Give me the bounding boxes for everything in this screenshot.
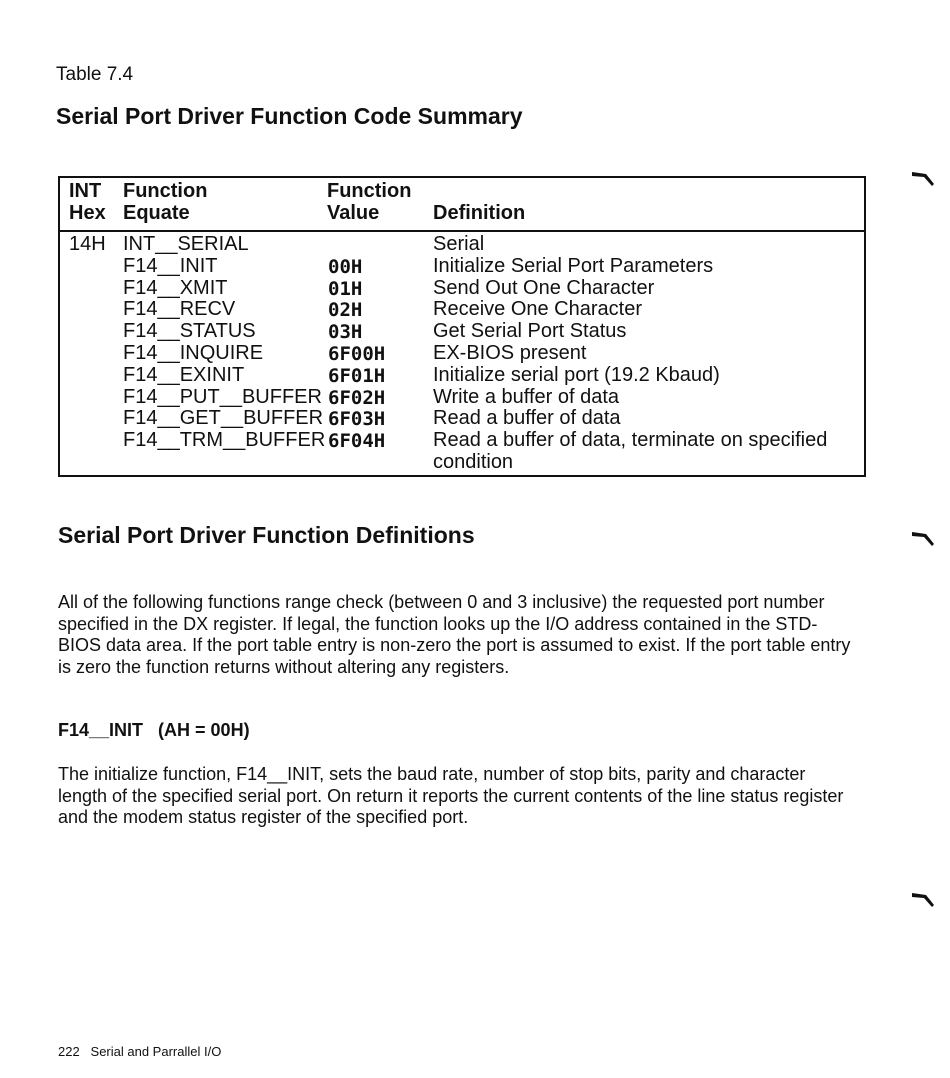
function-definition-cell: Initialize Serial Port Parameters xyxy=(433,254,714,277)
header-int-line2: Hex xyxy=(69,202,106,224)
function-value-cell: 00H xyxy=(328,255,363,278)
header-function-value xyxy=(327,180,411,224)
function-equate-cell: F14__STATUS xyxy=(123,320,256,343)
function-equate-cell: F14__GET__BUFFER xyxy=(123,407,324,430)
page-title: Serial Port Driver Function Code Summary xyxy=(56,103,523,129)
function-equate-cell: F14__XMIT xyxy=(123,276,228,299)
function-value-cell: 02H xyxy=(328,299,363,322)
function-definition-cell: Receive One Character xyxy=(433,298,642,321)
header-definition: Definition xyxy=(433,202,526,224)
function-definition-cell: Read a buffer of data, terminate on specified condition xyxy=(433,429,828,473)
page-footer: 222 Serial and Parrallel I/O xyxy=(58,1044,222,1059)
intro-paragraph: All of the following functions range check (between 0 and 3 inclusive) the requested port number specified in the DX register. If legal, the function looks up the I/O address contained in the STD-BIOS data area. If the port table entry is non-zero the port is assumed to exist. If the port table entry is zero the function returns without altering any registers. xyxy=(58,592,851,677)
function-value-cell: 6F00H xyxy=(328,343,386,365)
section-title: Serial Port Driver Function Definitions xyxy=(58,522,475,548)
margin-tab-mark xyxy=(910,889,936,907)
function-equate-cell: F14__INQUIRE xyxy=(123,342,264,364)
function-definition-cell: Get Serial Port Status xyxy=(433,320,627,343)
int-hex-value: 14H xyxy=(69,233,106,255)
header-function-equate xyxy=(123,180,207,224)
function-value-cell: 6F02H xyxy=(328,386,386,409)
function-value-cell: 6F03H xyxy=(328,408,386,431)
header-divider xyxy=(60,230,864,232)
header-value-line2: Value xyxy=(327,202,380,224)
init-paragraph: The initialize function, F14__INIT, sets the baud rate, number of stop bits, parity and character length of the specified serial port. On return it reports the current contents of the line status register and the modem status register of the specified port. xyxy=(58,764,844,827)
function-value-cell: 01H xyxy=(328,277,363,300)
function-definition-cell: Initialize serial port (19.2 Kbaud) xyxy=(433,363,720,386)
table-label: Table 7.4 xyxy=(56,64,134,85)
function-equate-cell: INT__SERIAL xyxy=(123,233,249,255)
function-definition-cell: Serial xyxy=(433,233,485,255)
function-definition-cell: Read a buffer of data xyxy=(433,407,621,430)
margin-tab-mark xyxy=(910,168,936,186)
function-definition-cell: Send Out One Character xyxy=(433,276,655,299)
function-equate-cell: F14__EXINIT xyxy=(123,363,245,386)
function-value-cell: 6F04H xyxy=(328,430,386,453)
function-equate-cell: F14__TRM__BUFFER xyxy=(123,429,326,452)
function-equate-cell: F14__PUT__BUFFER xyxy=(123,385,322,408)
margin-tab-mark xyxy=(910,528,936,546)
function-equate-cell: F14__RECV xyxy=(123,298,236,321)
function-equate-cell: F14__INIT xyxy=(123,254,218,277)
function-definition-cell: Write a buffer of data xyxy=(433,385,620,408)
header-int xyxy=(69,180,106,224)
header-function-line1: Function xyxy=(123,180,208,202)
header-function-line2: Equate xyxy=(123,202,190,224)
function-value-cell: 03H xyxy=(328,321,363,344)
header-value-line1: Function xyxy=(327,180,412,202)
f14-init-heading: F14__INIT (AH = 00H) xyxy=(58,720,250,740)
function-definition-cell: EX-BIOS present xyxy=(433,342,587,364)
function-code-table xyxy=(58,176,866,477)
header-int-line1: INT xyxy=(69,180,102,202)
function-value-cell: 6F01H xyxy=(328,364,386,387)
